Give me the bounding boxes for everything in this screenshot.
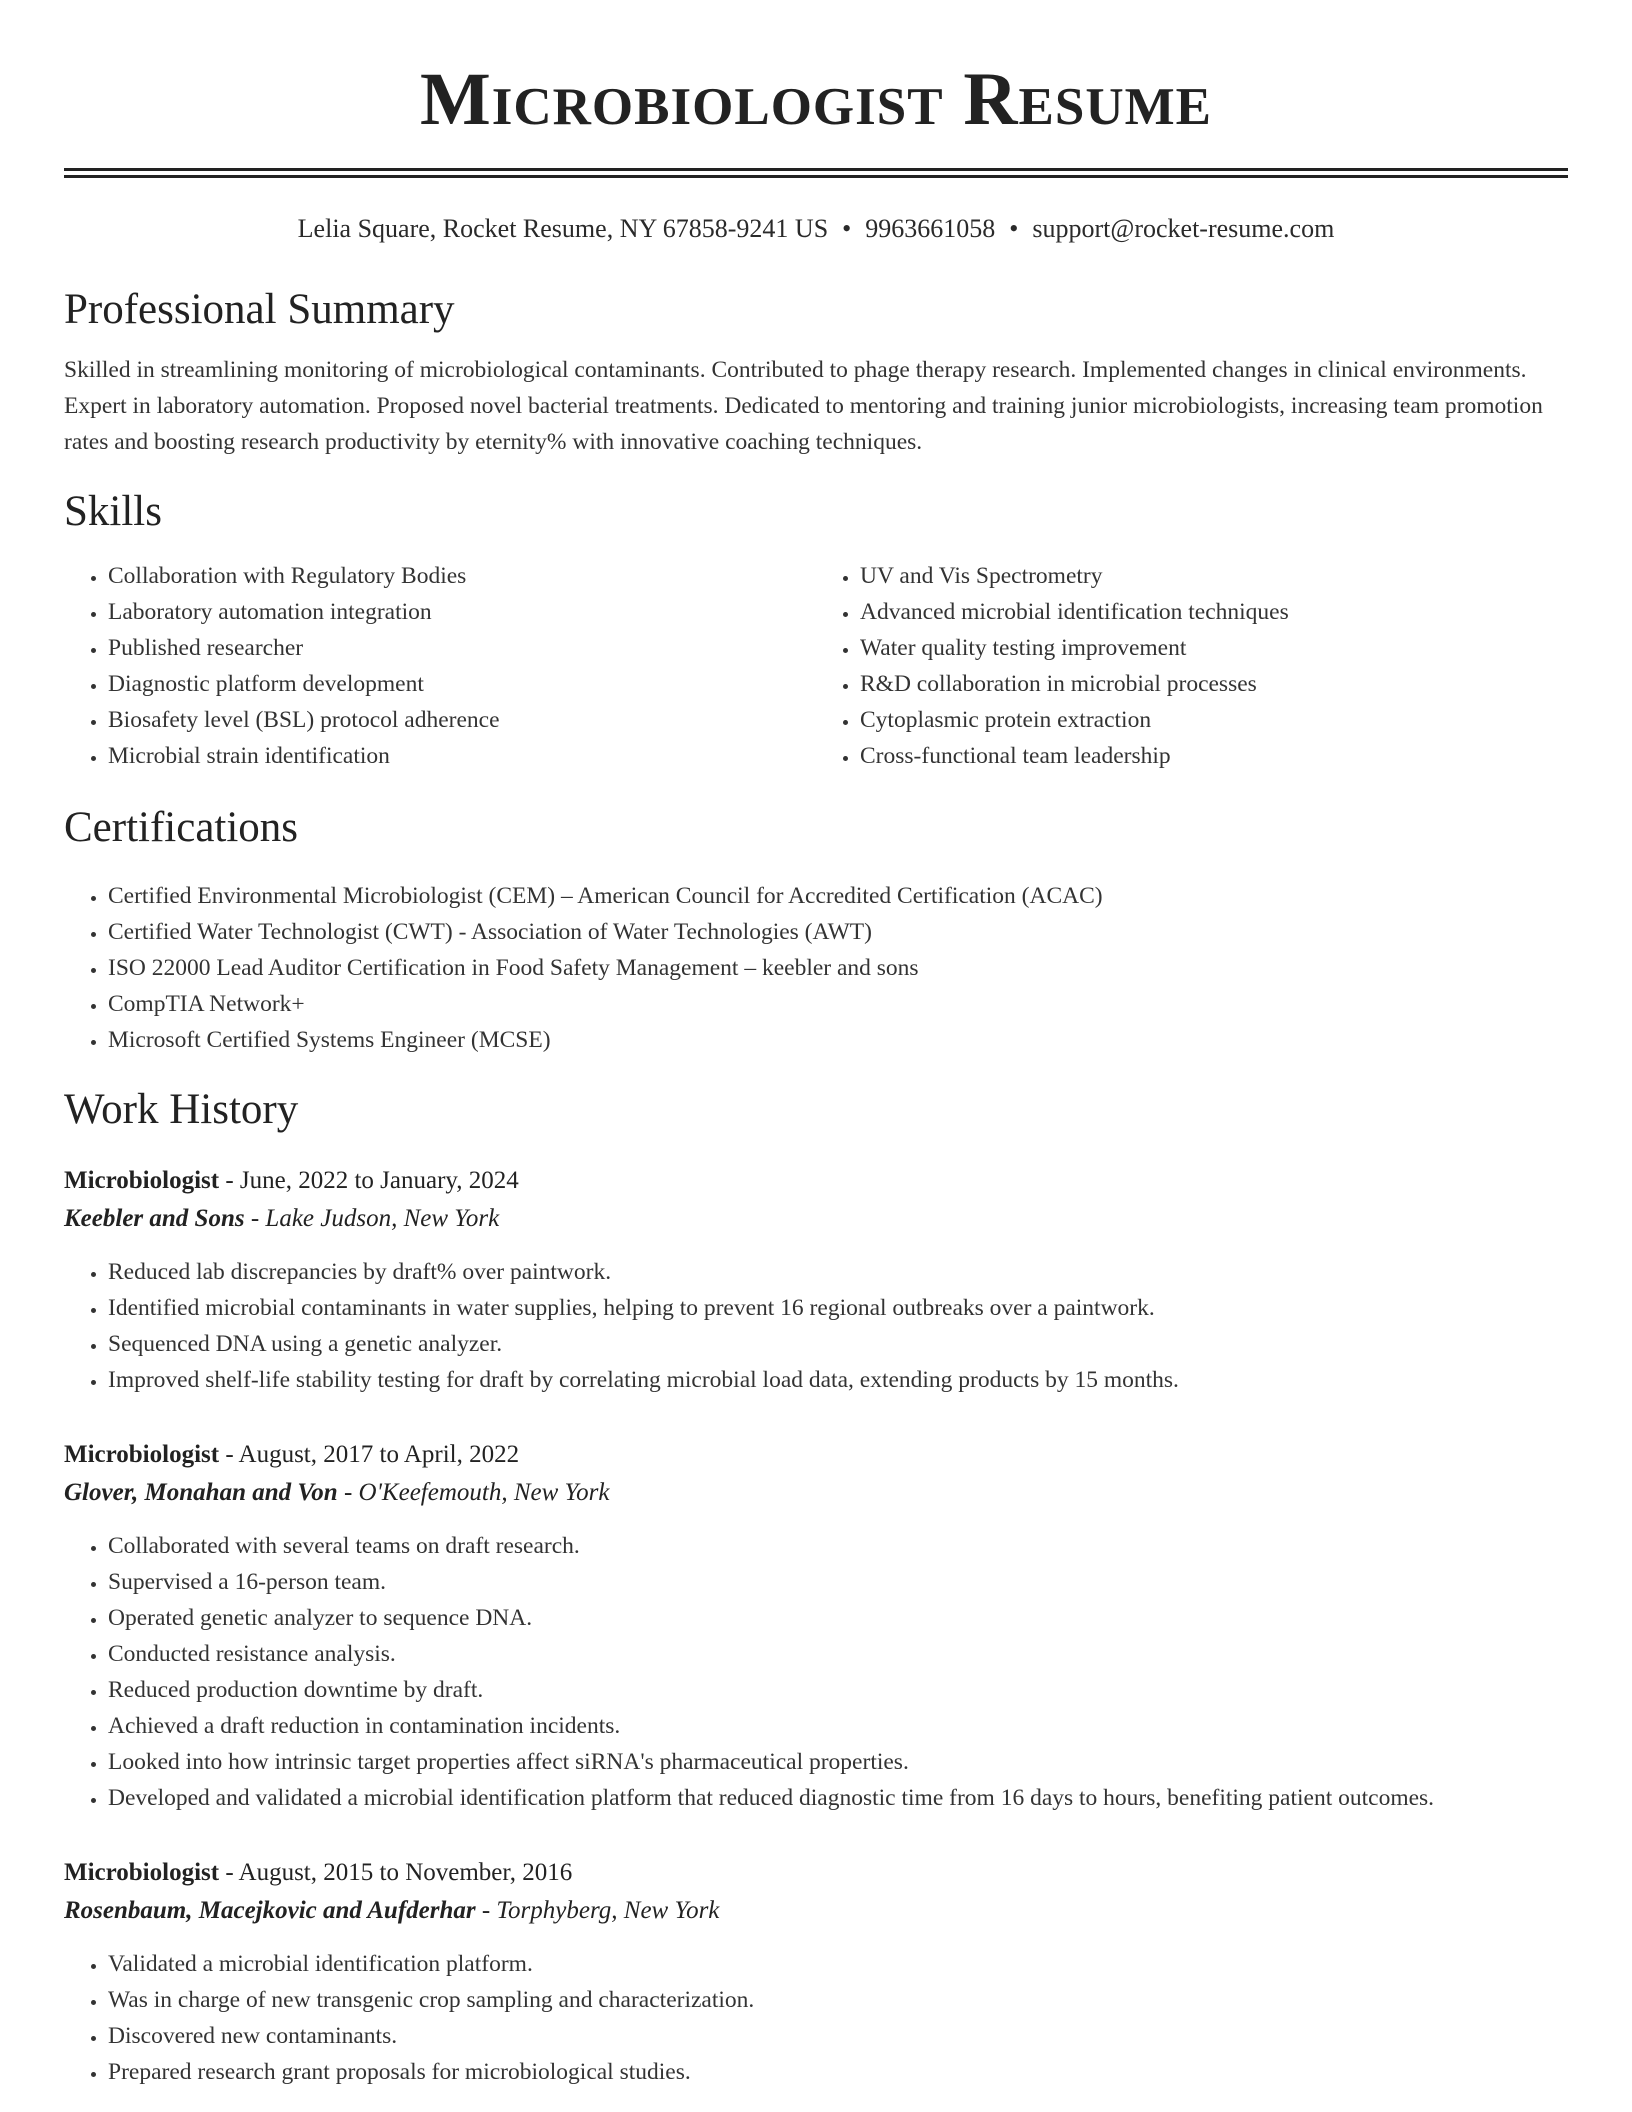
job-role: Microbiologist: [64, 1441, 220, 1468]
skills-list-right: [816, 558, 1568, 774]
job-company: Keebler and Sons: [64, 1205, 245, 1232]
skill-item: • Microbial strain identification: [108, 738, 816, 774]
job-bullet: • Reduced production downtime by draft.: [108, 1672, 1568, 1708]
job-bullet: • Developed and validated a microbial identification platform that reduced diagnostic time from 16 days to hours, benefiting patient outcomes.: [108, 1780, 1568, 1816]
skill-item: • Collaboration with Regulatory Bodies: [108, 558, 816, 594]
certification-item: • Certified Environmental Microbiologist (CEM) – American Council for Accredited Certification (ACAC): [108, 878, 1568, 914]
job-bullet: • Discovered new contaminants.: [108, 2018, 1568, 2054]
skill-item: • UV and Vis Spectrometry: [860, 558, 1568, 594]
certification-item: • CompTIA Network+: [108, 986, 1568, 1022]
job-bullet: • Sequenced DNA using a genetic analyzer.: [108, 1326, 1568, 1362]
job-bullet: • Conducted resistance analysis.: [108, 1636, 1568, 1672]
skill-item: • Cross-functional team leadership: [860, 738, 1568, 774]
job-dates: - June, 2022 to January, 2024: [219, 1167, 519, 1194]
title-double-rule: [64, 168, 1568, 178]
skill-item: • Cytoplasmic protein extraction: [860, 702, 1568, 738]
contact-line: [64, 212, 1568, 246]
summary-text: Skilled in streamlining monitoring of microbiological contaminants. Contributed to phage therapy research. Implemented changes in clinical environments. Expert in laboratory automation. Proposed novel bacterial treatments. Dedicated to mentoring and training junior microbiologists, increasing team promotion rates and boosting research productivity by eternity% with innovative coaching techniques.: [64, 357, 1543, 455]
certification-item: • ISO 22000 Lead Auditor Certification in Food Safety Management – keebler and sons: [108, 950, 1568, 986]
job-location: - Torphyberg, New York: [475, 1897, 720, 1924]
job-bullet: • Operated genetic analyzer to sequence DNA.: [108, 1600, 1568, 1636]
job-company-line: [64, 1892, 1568, 1930]
certifications-heading: Certifications: [64, 804, 299, 851]
job-bullet: • Was in charge of new transgenic crop sampling and characterization.: [108, 1982, 1568, 2018]
contact-email: support@rocket-resume.com: [1032, 214, 1335, 243]
certification-item: • Certified Water Technologist (CWT) - Association of Water Technologies (AWT): [108, 914, 1568, 950]
job-header: [64, 1436, 1568, 1474]
job-entry: [64, 1436, 1568, 1816]
job-location: - O'Keefemouth, New York: [337, 1479, 610, 1506]
contact-phone: 9963661058: [865, 214, 996, 243]
skills-columns: [64, 558, 1568, 774]
job-bullet: • Collaborated with several teams on draft research.: [108, 1528, 1568, 1564]
job-bullet: • Looked into how intrinsic target properties affect siRNA's pharmaceutical properties.: [108, 1744, 1568, 1780]
job-dates: - August, 2015 to November, 2016: [219, 1859, 573, 1886]
job-entry: [64, 1854, 1568, 2090]
job-role: Microbiologist: [64, 1167, 220, 1194]
skills-list-left: [64, 558, 816, 774]
job-header: [64, 1162, 1568, 1200]
contact-separator: •: [842, 214, 852, 243]
skill-item: • Biosafety level (BSL) protocol adherence: [108, 702, 816, 738]
job-header: [64, 1854, 1568, 1892]
contact-address: Lelia Square, Rocket Resume, NY 67858-9241 US: [297, 214, 829, 243]
skill-item: • Water quality testing improvement: [860, 630, 1568, 666]
job-bullets: [64, 1946, 1568, 2090]
certifications-list: [64, 878, 1568, 1058]
job-entry: [64, 1162, 1568, 1398]
skill-item: • R&D collaboration in microbial processes: [860, 666, 1568, 702]
job-bullets: [64, 1254, 1568, 1398]
job-bullet: • Validated a microbial identification platform.: [108, 1946, 1568, 1982]
job-bullets: [64, 1528, 1568, 1816]
contact-separator: •: [1009, 214, 1019, 243]
job-bullet: • Reduced lab discrepancies by draft% over paintwork.: [108, 1254, 1568, 1290]
job-company-line: [64, 1200, 1568, 1238]
job-bullet: • Prepared research grant proposals for microbiological studies.: [108, 2054, 1568, 2090]
certification-item: • Microsoft Certified Systems Engineer (MCSE): [108, 1022, 1568, 1058]
job-company-line: [64, 1474, 1568, 1512]
skill-item: • Laboratory automation integration: [108, 594, 816, 630]
resume-page: [64, 0, 1568, 2090]
job-bullet: • Improved shelf-life stability testing for draft by correlating microbial load data, extending products by 15 months.: [108, 1362, 1568, 1398]
job-bullet: • Supervised a 16-person team.: [108, 1564, 1568, 1600]
job-company: Glover, Monahan and Von: [64, 1479, 338, 1506]
summary-heading: Professional Summary: [64, 286, 455, 333]
job-dates: - August, 2017 to April, 2022: [219, 1441, 520, 1468]
skill-item: • Diagnostic platform development: [108, 666, 816, 702]
job-bullet: • Identified microbial contaminants in water supplies, helping to prevent 16 regional outbreaks over a paintwork.: [108, 1290, 1568, 1326]
work-history-heading: Work History: [64, 1086, 299, 1133]
job-role: Microbiologist: [64, 1859, 220, 1886]
job-company: Rosenbaum, Macejkovic and Aufderhar: [64, 1897, 476, 1924]
resume-title: Microbiologist Resume: [419, 58, 1213, 141]
skill-item: • Published researcher: [108, 630, 816, 666]
job-location: - Lake Judson, New York: [244, 1205, 500, 1232]
skill-item: • Advanced microbial identification techniques: [860, 594, 1568, 630]
skills-heading: Skills: [64, 488, 162, 535]
job-bullet: • Achieved a draft reduction in contamination incidents.: [108, 1708, 1568, 1744]
